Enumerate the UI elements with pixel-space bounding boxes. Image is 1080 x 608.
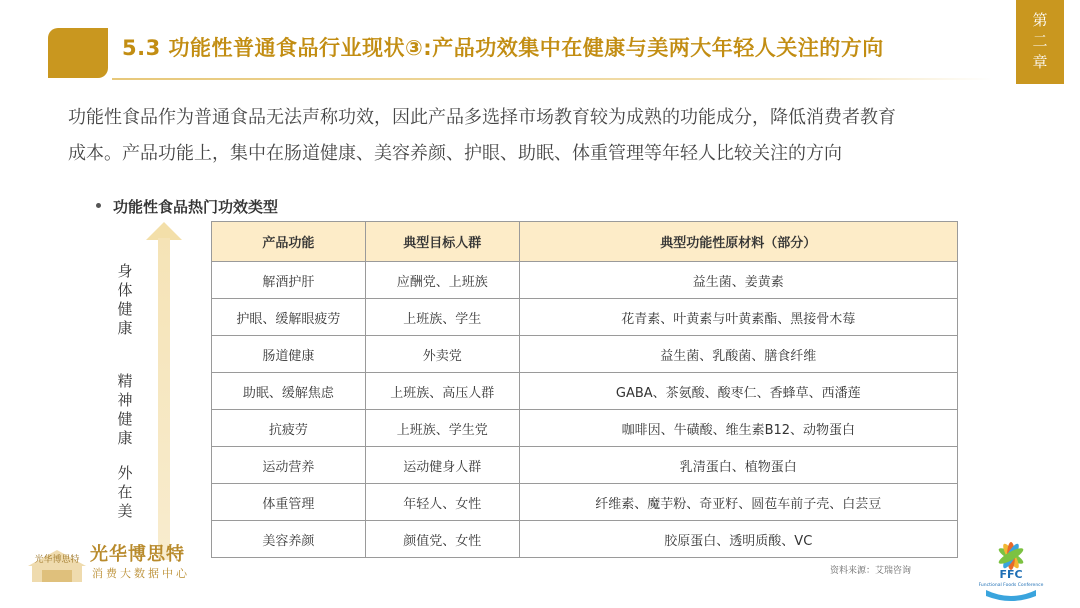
chapter-char: 第 (1032, 11, 1048, 29)
axis-label-body-health: 身体健康 (117, 262, 133, 337)
cell-audience: 上班族、学生 (365, 299, 519, 336)
axis-label-mental-health: 精神健康 (117, 372, 133, 447)
cell-function: 体重管理 (212, 484, 366, 521)
cell-audience: 上班族、高压人群 (365, 373, 519, 410)
logo-right-subtext: Functional Foods Conference (978, 583, 1044, 588)
table-row (212, 410, 958, 447)
cell-ingredients: 咖啡因、牛磺酸、维生素B12、动物蛋白 (519, 410, 957, 447)
cell-audience: 上班族、学生党 (365, 410, 519, 447)
cell-function: 肠道健康 (212, 336, 366, 373)
table-header-row (212, 222, 958, 262)
cell-ingredients: 花青素、叶黄素与叶黄素酯、黑接骨木莓 (519, 299, 957, 336)
cell-ingredients: 益生菌、姜黄素 (519, 262, 957, 299)
cell-ingredients: GABA、茶氨酸、酸枣仁、香蜂草、西潘莲 (519, 373, 957, 410)
bullet-dot (96, 203, 101, 208)
logo-left-text: 光华博思特 (34, 555, 80, 565)
column-header: 典型功能性原材料（部分） (519, 222, 957, 262)
arrow-shaft (158, 238, 170, 560)
chapter-tab (1016, 0, 1064, 84)
intro-paragraph (68, 100, 1018, 172)
page-title: 5.3 功能性普通食品行业现状③:产品功效集中在健康与美两大年轻人关注的方向 (122, 36, 884, 60)
cell-ingredients: 纤维素、魔芋粉、奇亚籽、圆苞车前子壳、白芸豆 (519, 484, 957, 521)
intro-line: 功能性食品作为普通食品无法声称功效，因此产品多选择市场教育较为成熟的功能成分，降低消费者教育 (68, 107, 896, 128)
cell-function: 美容养颜 (212, 521, 366, 558)
table-row (212, 336, 958, 373)
logo-right-text: FFC (999, 568, 1023, 581)
source-note: 资料来源：艾瑞咨询 (830, 566, 912, 576)
table-row (212, 521, 958, 558)
table-row (212, 373, 958, 410)
column-header: 产品功能 (212, 222, 366, 262)
cell-function: 运动营养 (212, 447, 366, 484)
cell-audience: 颜值党、女性 (365, 521, 519, 558)
functions-table (211, 221, 958, 558)
cell-function: 解酒护肝 (212, 262, 366, 299)
cell-ingredients: 乳清蛋白、植物蛋白 (519, 447, 957, 484)
section-heading (96, 196, 278, 217)
cell-audience: 外卖党 (365, 336, 519, 373)
section-heading-text: 功能性食品热门功效类型 (113, 198, 279, 216)
title-accent-block (48, 28, 108, 78)
table-row (212, 262, 958, 299)
cell-ingredients: 益生菌、乳酸菌、膳食纤维 (519, 336, 957, 373)
ffc-logo-icon (976, 536, 1046, 602)
cell-ingredients: 胶原蛋白、透明质酸、VC (519, 521, 957, 558)
cell-audience: 应酬党、上班族 (365, 262, 519, 299)
intro-line: 成本。产品功能上，集中在肠道健康、美容养颜、护眼、助眠、体重管理等年轻人比较关注的方向 (68, 143, 842, 164)
chapter-char: 章 (1032, 53, 1048, 71)
chapter-char: 二 (1032, 32, 1048, 50)
cell-audience: 运动健身人群 (365, 447, 519, 484)
axis-label-appearance: 外在美 (117, 464, 133, 520)
brand-subtitle: 消费大数据中心 (92, 567, 190, 580)
brand-name: 光华博思特 (90, 544, 185, 565)
table-row (212, 299, 958, 336)
title-underline (112, 78, 992, 80)
cell-function: 助眠、缓解焦虑 (212, 373, 366, 410)
table-row (212, 447, 958, 484)
cell-function: 抗疲劳 (212, 410, 366, 447)
cell-function: 护眼、缓解眼疲劳 (212, 299, 366, 336)
column-header: 典型目标人群 (365, 222, 519, 262)
guanghua-logo-icon (22, 536, 92, 586)
table-row (212, 484, 958, 521)
cell-audience: 年轻人、女性 (365, 484, 519, 521)
